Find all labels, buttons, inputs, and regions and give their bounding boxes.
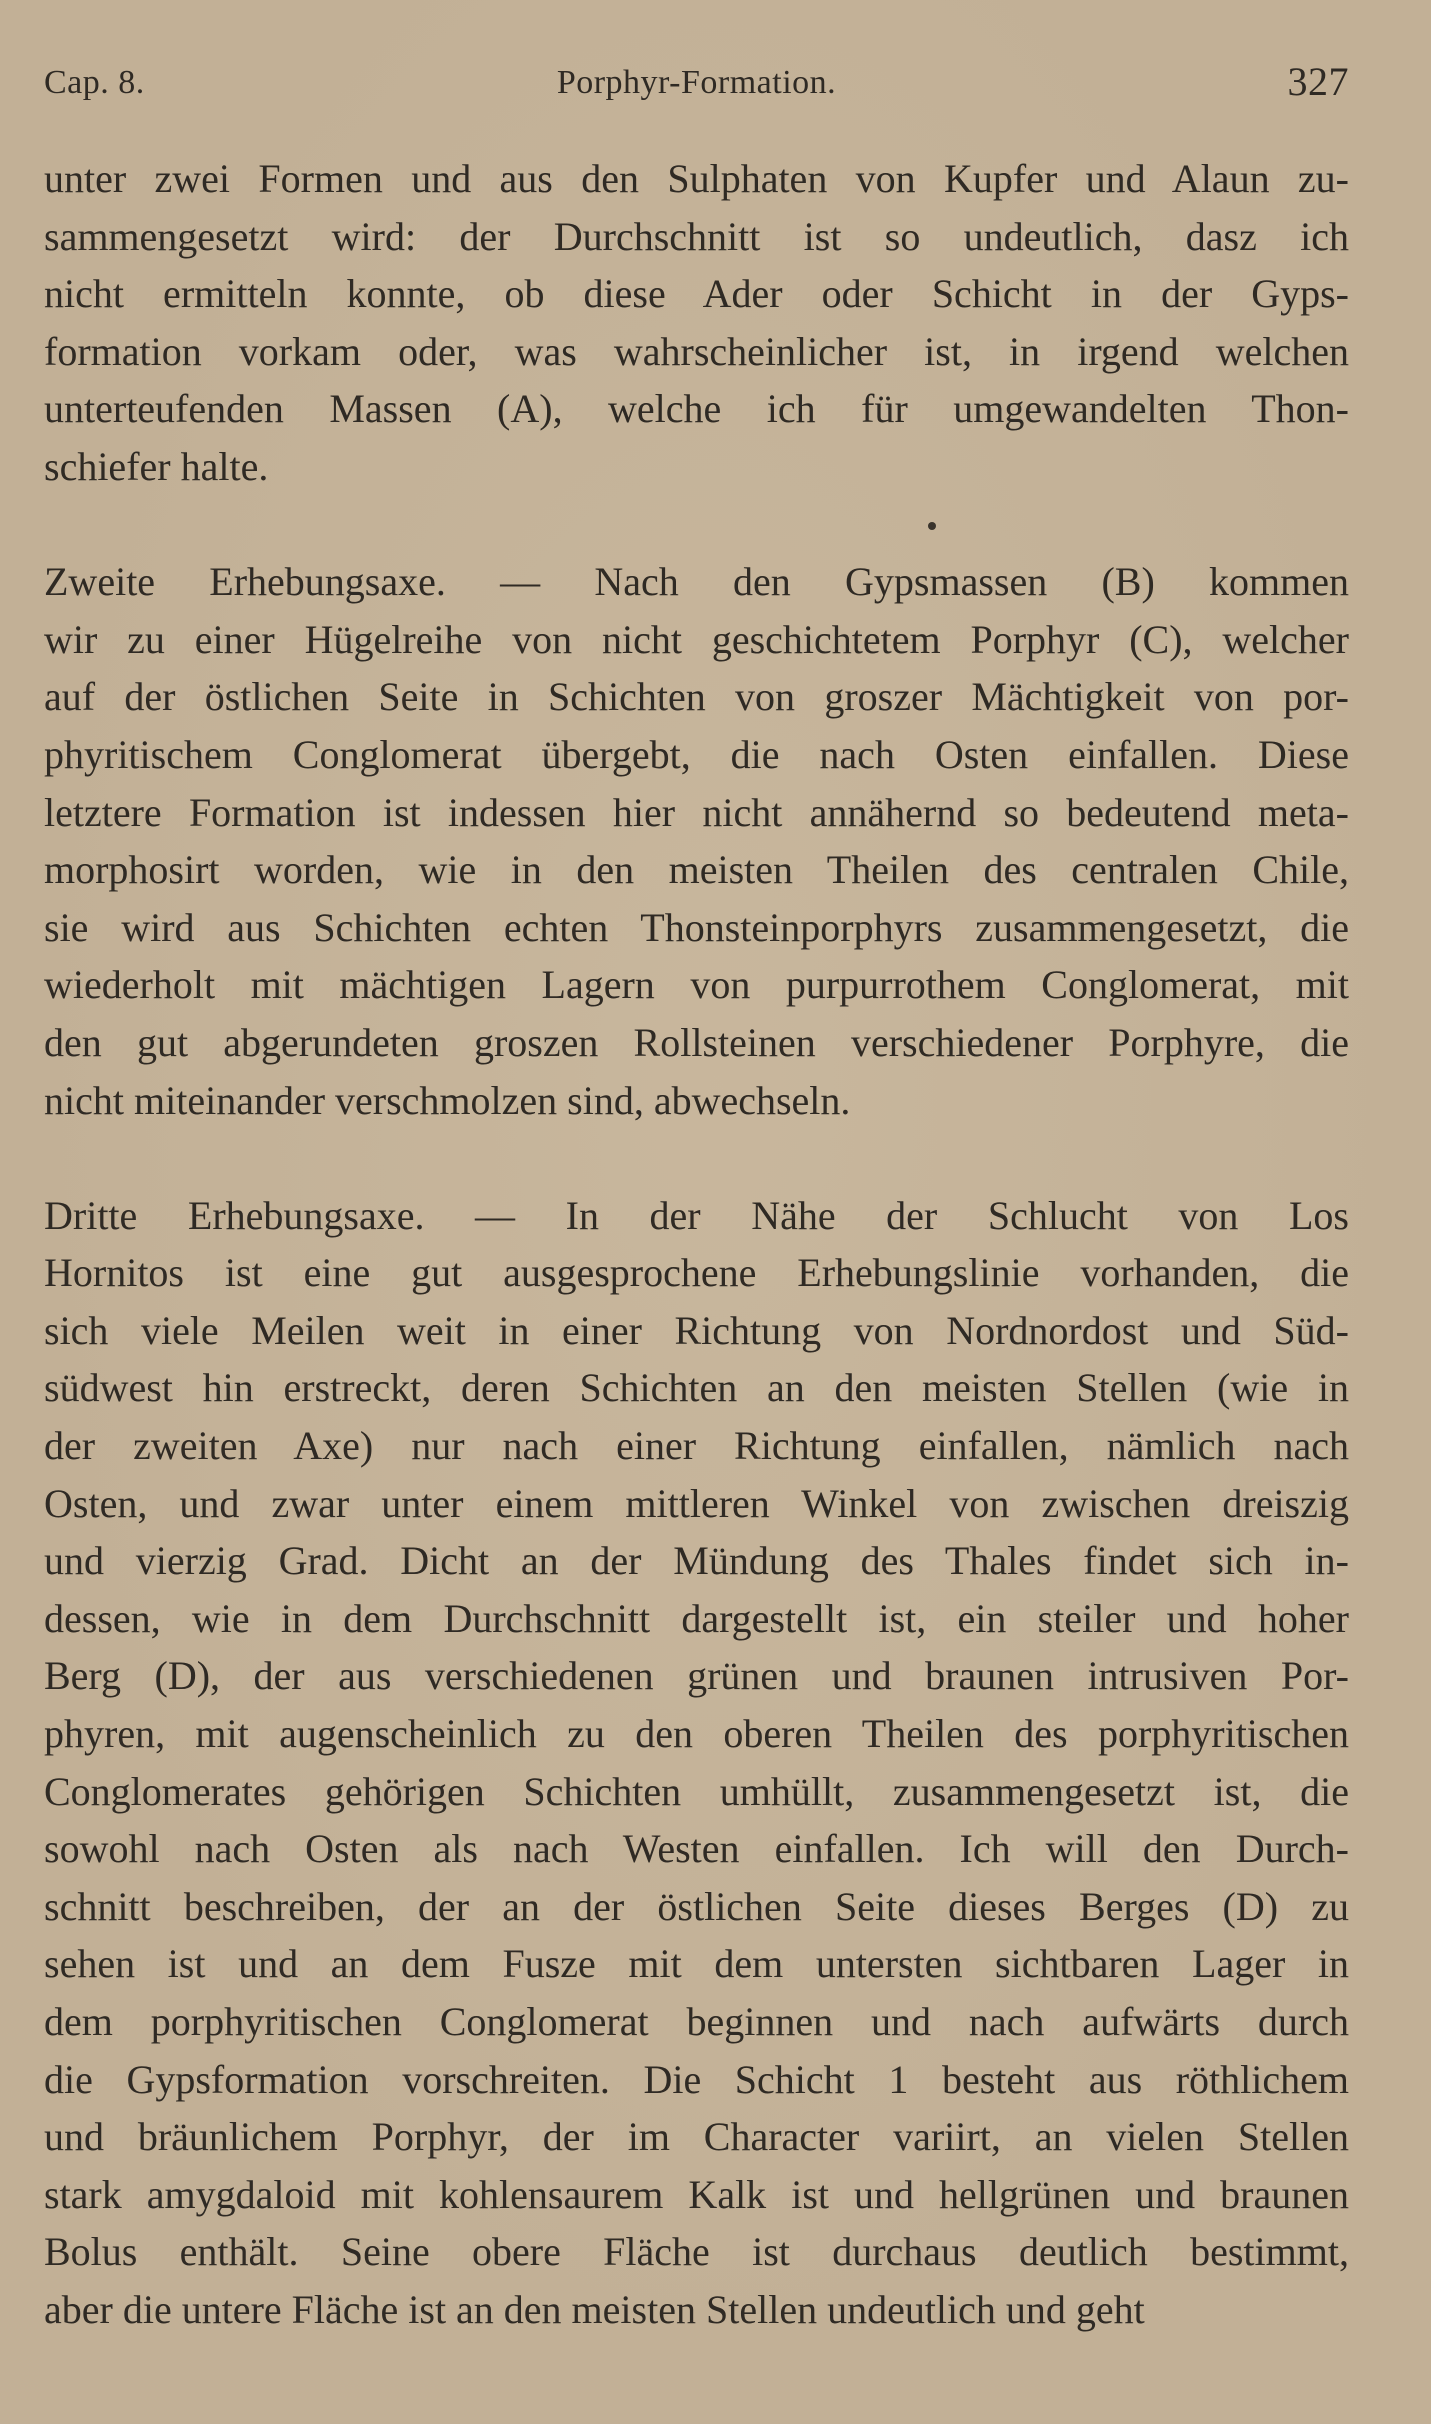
text-line: südwest hin erstreckt, deren Schichten an den meisten Stellen (wie in: [44, 1365, 1349, 1411]
text-line: Hornitos ist eine gut ausgesprochene Erhebungslinie vorhanden, die: [44, 1250, 1349, 1296]
text-line: die Gypsformation vorschreiten. Die Schicht 1 besteht aus röthlichem: [44, 2056, 1349, 2102]
text-line: nicht miteinander verschmolzen sind, abwechseln.: [44, 1077, 851, 1123]
text-line: der zweiten Axe) nur nach einer Richtung einfallen, nämlich nach: [44, 1423, 1349, 1469]
text-line: stark amygdaloid mit kohlensaurem Kalk ist und hellgrünen und braunen: [44, 2171, 1349, 2217]
text-line: sie wird aus Schichten echten Thonsteinporphyrs zusammengesetzt, die: [44, 904, 1349, 950]
text-line: und vierzig Grad. Dicht an der Mündung des Thales findet sich in-: [44, 1538, 1349, 1584]
page-number: 327: [1287, 59, 1349, 104]
text-line: aber die untere Fläche ist an den meisten Stellen undeutlich und geht: [44, 2286, 1145, 2332]
text-line: unterteufenden Massen (A), welche ich für umgewandelten Thon-: [44, 386, 1349, 432]
paragraph-gap: [44, 496, 1349, 554]
text-line: sowohl nach Osten als nach Westen einfallen. Ich will den Durch-: [44, 1826, 1349, 1872]
text-line: und bräunlichem Porphyr, der im Character variirt, an vielen Stellen: [44, 2114, 1349, 2160]
text-line: Bolus enthält. Seine obere Fläche ist durchaus deutlich bestimmt,: [44, 2229, 1349, 2275]
text-line: Osten, und zwar unter einem mittleren Winkel von zwischen dreiszig: [44, 1480, 1349, 1526]
body-text: [44, 150, 1349, 2339]
paragraph-gap: [44, 1129, 1349, 1187]
text-line: phyren, mit augenscheinlich zu den oberen Theilen des porphyritischen: [44, 1711, 1349, 1757]
text-line: Dritte Erhebungsaxe. — In der Nähe der Schlucht von Los: [44, 1192, 1349, 1238]
text-line: formation vorkam oder, was wahrscheinlicher ist, in irgend welchen: [44, 328, 1349, 374]
text-line: wiederholt mit mächtigen Lagern von purpurrothem Conglomerat, mit: [44, 962, 1349, 1008]
text-line: letztere Formation ist indessen hier nicht annähernd so bedeutend meta-: [44, 789, 1349, 835]
paragraph: [44, 1187, 1349, 2339]
text-line: Zweite Erhebungsaxe. — Nach den Gypsmassen (B) kommen: [44, 559, 1349, 605]
text-line: unter zwei Formen und aus den Sulphaten von Kupfer und Alaun zu-: [44, 156, 1349, 201]
text-line: dem porphyritischen Conglomerat beginnen und nach aufwärts durch: [44, 1999, 1349, 2044]
text-line: morphosirt worden, wie in den meisten Theilen des centralen Chile,: [44, 847, 1349, 893]
paragraph: [44, 150, 1349, 496]
text-line: den gut abgerundeten groszen Rollsteinen verschiedener Porphyre, die: [44, 1019, 1349, 1065]
text-line: phyritischem Conglomerat übergebt, die nach Osten einfallen. Diese: [44, 731, 1349, 777]
paragraph: [44, 553, 1349, 1129]
text-line: Conglomerates gehörigen Schichten umhüllt, zusammengesetzt ist, die: [44, 1768, 1349, 1814]
section-title: Porphyr-Formation.: [556, 64, 837, 101]
running-header: [44, 58, 1349, 114]
text-line: sehen ist und an dem Fusze mit dem untersten sichtbaren Lager in: [44, 1941, 1349, 1987]
text-line: wir zu einer Hügelreihe von nicht geschichtetem Porphyr (C), welcher: [44, 616, 1349, 662]
text-line: dessen, wie in dem Durchschnitt dargestellt ist, ein steiler und hoher: [44, 1595, 1349, 1641]
text-line: sich viele Meilen weit in einer Richtung von Nordnordost und Süd-: [44, 1307, 1349, 1353]
text-line: auf der östlichen Seite in Schichten von groszer Mächtigkeit von por-: [44, 674, 1349, 720]
text-line: schiefer halte.: [44, 443, 269, 489]
chapter-label: Cap. 8.: [44, 64, 145, 101]
text-line: nicht ermitteln konnte, ob diese Ader oder Schicht in der Gyps-: [44, 271, 1349, 317]
text-line: Berg (D), der aus verschiedenen grünen und braunen intrusiven Por-: [44, 1653, 1349, 1699]
text-line: sammengesetzt wird: der Durchschnitt ist so undeutlich, dasz ich: [44, 213, 1349, 259]
text-line: schnitt beschreiben, der an der östlichen Seite dieses Berges (D) zu: [44, 1883, 1349, 1929]
